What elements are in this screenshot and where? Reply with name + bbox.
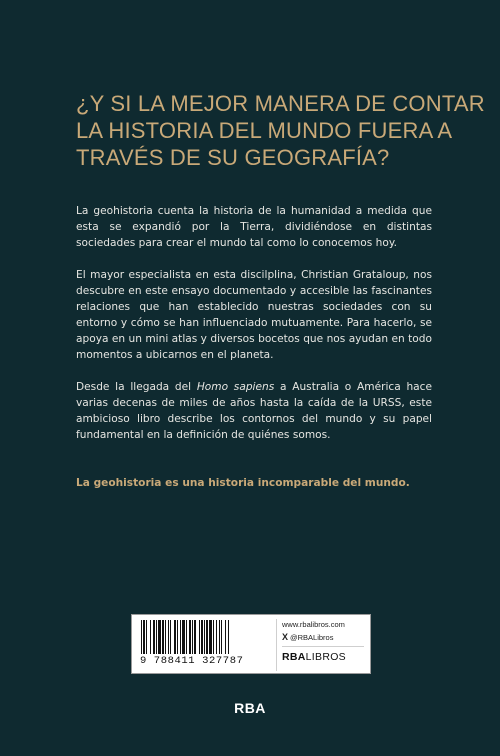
barcode-bar: [177, 620, 178, 654]
barcode-bar: [182, 620, 185, 654]
barcode-bar: [165, 620, 166, 654]
x-logo-icon: X: [282, 632, 289, 642]
info-hdivider: [282, 646, 364, 647]
info-divider: [276, 619, 277, 671]
barcode-bar: [194, 620, 196, 654]
barcode-bar: [141, 620, 142, 654]
barcode-bar: [216, 620, 217, 654]
barcode-bar: [228, 620, 229, 654]
logo-rba: RBA: [282, 651, 306, 663]
synopsis: [76, 203, 432, 459]
barcode-bar: [158, 620, 161, 654]
barcode-bar: [204, 620, 205, 654]
synopsis-paragraph-2: El mayor especialista en esta discilplina, Christian Grataloup, nos descubre en este ensayo documentado y accesible las fascinantes relaciones que han establecido nuestras sociedades con su entorno y cómo se han influenciado mutuamente. Para hacerlo, se apoya en un mini atlas y diversos bocetos que nos ayudan en todo momentos a ubicarnos en el planeta.: [76, 269, 432, 361]
p3-before: Desde la llegada del: [76, 381, 197, 393]
barcode-bar: [146, 620, 147, 654]
headline: [76, 90, 485, 171]
headline-line-1: ¿Y SI LA MEJOR MANERA DE CONTAR: [76, 91, 485, 116]
synopsis-paragraph-1: La geohistoria cuenta la historia de la humanidad a medida que esta se expandió por la Tierra, dividiéndose en distintas sociedades para crear el mundo tal como lo conocemos hoy.: [76, 205, 432, 249]
social-handle-text: @RBALibros: [290, 633, 334, 642]
barcode-bar: [168, 620, 169, 654]
barcode-bar: [162, 620, 164, 654]
publisher-website: www.rbalibros.com: [282, 620, 345, 629]
barcode-bar: [221, 620, 222, 654]
publisher-info: [282, 619, 368, 671]
barcode-info-box: [131, 614, 371, 674]
rba-libros-logo: [282, 651, 368, 663]
barcode-bar: [199, 620, 200, 654]
barcode-bar: [186, 620, 187, 654]
barcode-bar: [192, 620, 193, 654]
barcode-bar: [170, 620, 171, 654]
isbn-number: 9 788411 327787: [140, 655, 244, 667]
barcode-bar: [219, 620, 220, 654]
rba-footer-logo: RBA: [234, 700, 266, 716]
barcode-bar: [156, 620, 157, 654]
barcode-bar: [150, 620, 151, 654]
social-handle: [282, 631, 368, 644]
closing-tagline: La geohistoria es una historia incomparable del mundo.: [76, 477, 410, 489]
p3-after: a Australia o América hace varias decenas de miles de años hasta la caída de la URSS, este ambicioso libro describe los contornos del mundo y su papel fundamental en la definición de quiénes somos.: [76, 381, 432, 441]
barcode-bar: [213, 620, 214, 654]
barcode-bar: [174, 620, 176, 654]
barcode-bar: [206, 620, 208, 654]
headline-line-3: TRAVÉS DE SU GEOGRAFÍA?: [76, 145, 390, 170]
synopsis-paragraph-3: [76, 379, 432, 443]
barcode-bar: [143, 620, 145, 654]
headline-line-2: LA HISTORIA DEL MUNDO FUERA A: [76, 118, 453, 143]
barcode-bars: [137, 620, 275, 654]
barcode-bar: [209, 620, 212, 654]
barcode-bar: [189, 620, 191, 654]
barcode-bar: [153, 620, 155, 654]
barcode-bar: [201, 620, 203, 654]
p3-italic-term: Homo sapiens: [196, 381, 275, 393]
logo-libros: LIBROS: [305, 651, 346, 663]
barcode-bar: [225, 620, 226, 654]
barcode-bar: [180, 620, 181, 654]
